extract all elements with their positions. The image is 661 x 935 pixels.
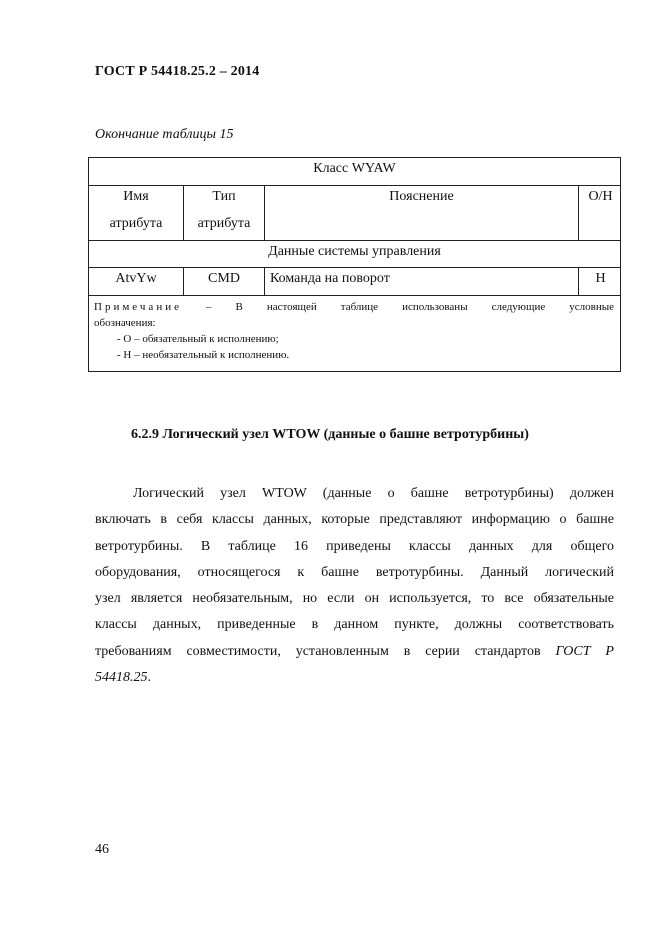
header-name-line2: атрибута (109, 216, 163, 231)
paragraph-line (95, 665, 614, 691)
paragraph-line: включать в себя классы данных, которые представляют информацию о башне (95, 512, 614, 528)
paragraph-line: классы данных, приведенные в данном пункте, должны соответствовать (95, 617, 614, 633)
paragraph-line: оборудования, относящегося к башне ветротурбины. Данный логический (95, 564, 614, 580)
group-title: Данные системы управления (268, 244, 441, 259)
table-rule (89, 295, 620, 296)
section-heading: 6.2.9 Логический узел WTOW (данные о башне ветротурбины) (131, 427, 529, 442)
paragraph-text: . (147, 670, 151, 686)
class-title: Класс WYAW (313, 161, 396, 176)
paragraph-line: Логический узел WTOW (данные о башне ветротурбины) должен (133, 486, 614, 501)
note-label: Примечание (94, 301, 182, 313)
header-mo: О/Н (588, 189, 613, 204)
table-note (94, 299, 614, 363)
table-rule (264, 267, 265, 295)
note-item: - Н – необязательный к исполнению. (117, 349, 290, 361)
table-caption: Окончание таблицы 15 (95, 127, 234, 142)
note-line-1 (94, 299, 614, 315)
paragraph-text: требованиям совместимости, установленным в серии стандартов (95, 643, 541, 659)
header-name-line1: Имя (123, 189, 149, 204)
page-number: 46 (95, 842, 109, 857)
header-description: Пояснение (389, 189, 454, 204)
row-mo: Н (595, 271, 606, 286)
row-name: AtvYw (115, 271, 157, 286)
document-header: ГОСТ Р 54418.25.2 – 2014 (95, 64, 260, 79)
note-item: - О – обязательный к исполнению; (117, 333, 279, 345)
table-rule (89, 240, 620, 241)
row-type: CMD (208, 271, 240, 286)
paragraph-line (95, 639, 614, 665)
standard-reference: 54418.25 (95, 670, 148, 686)
table-rule (89, 185, 620, 186)
section-paragraph (95, 481, 614, 691)
header-type-line2: атрибута (197, 216, 251, 231)
paragraph-line: ветротурбины. В таблице 16 приведены классы данных для общего (95, 538, 614, 554)
row-description: Команда на поворот (270, 271, 390, 286)
header-type-line1: Тип (212, 189, 236, 204)
paragraph-line: узел является необязательным, но если он используется, то все обязательные (95, 591, 614, 607)
standard-reference: ГОСТ Р (555, 643, 614, 659)
table-rule (89, 267, 620, 268)
attributes-table (88, 157, 621, 372)
note-text: – В настоящей таблице использованы следующие условные (206, 301, 614, 313)
note-line-2: обозначения: (94, 317, 156, 329)
